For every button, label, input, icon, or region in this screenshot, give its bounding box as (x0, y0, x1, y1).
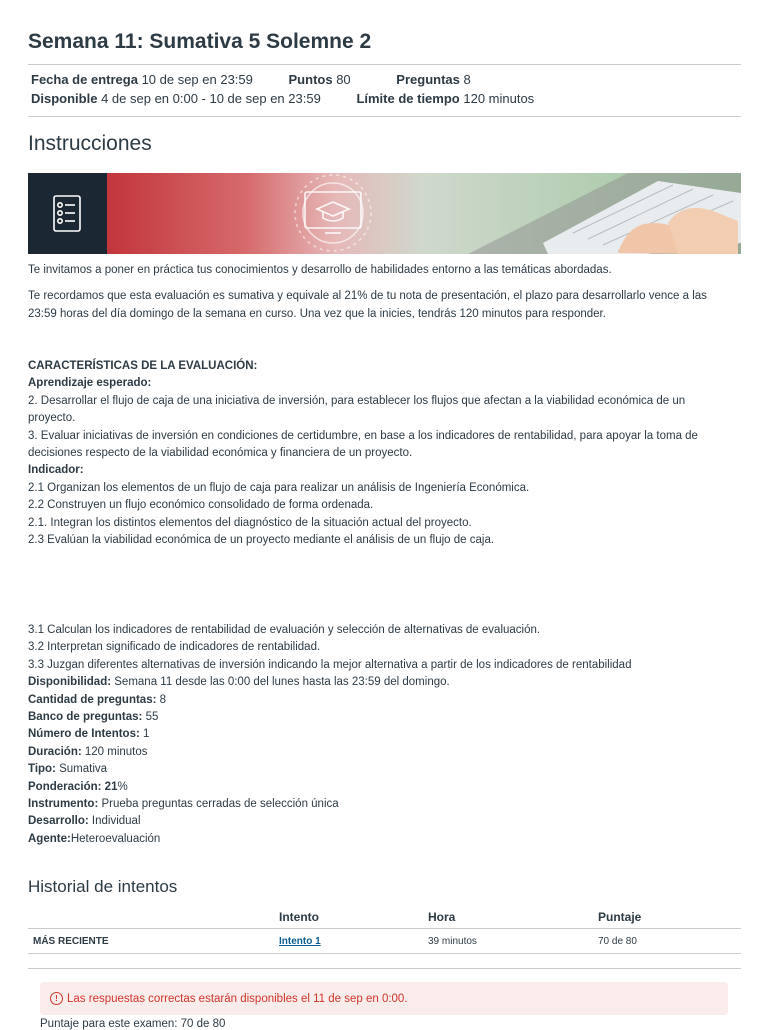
instrument-line: Instrumento: Prueba preguntas cerradas de selección única (28, 798, 339, 811)
indicator-item: 2.1 Organizan los elementos de un flujo de caja para realizar un análisis de Ingeniería Económica. (28, 481, 530, 494)
available-label: Disponible (31, 91, 98, 106)
due-value: 10 de sep en 23:59 (141, 72, 253, 87)
question-count-line: Cantidad de preguntas: 8 (28, 693, 167, 706)
column-header: Hora (428, 910, 456, 924)
available-value: 4 de sep en 0:00 - 10 de sep en 23:59 (101, 91, 321, 106)
learning-item: 2. Desarrollar el flujo de caja de una iniciativa de inversión, para establecer los flujos que afectan a la viabilidad económica de un (28, 394, 686, 407)
indicator-item: 3.1 Calculan los indicadores de rentabilidad de evaluación y selección de alternativas de evaluación. (28, 624, 541, 636)
attempt-time: 39 minutos (423, 929, 593, 954)
indicator-item: 3.3 Juzgan diferentes alternativas de inversión indicando la mejor alternativa a partir de los indicadores de rentabilidad (28, 658, 632, 671)
indicator-item: 2.1. Integran los distintos elementos del diagnóstico de la situación actual del proyecto. (28, 516, 472, 529)
column-header (28, 905, 274, 929)
divider (28, 64, 741, 65)
intro-paragraph-2 (28, 288, 728, 323)
learning-item-cont: decisiones respecto de la viabilidad económica y financiera de un proyecto. (28, 447, 413, 460)
learning-item: 3. Evaluar iniciativas de inversión en condiciones de certidumbre, en base a los indicadores de rentabilidad, para apoyar la toma de (28, 429, 698, 442)
instructions-heading: Instrucciones (28, 132, 152, 155)
type-line: Tipo: Sumativa (28, 763, 108, 776)
characteristics-block (28, 358, 728, 549)
due-label: Fecha de entrega (31, 72, 138, 87)
column-header: Puntaje (598, 910, 642, 924)
answers-availability-alert (40, 982, 728, 1015)
warning-circle-icon: ! (50, 992, 63, 1005)
points-label: Puntos (288, 72, 333, 87)
weight-line: Ponderación: 21% (28, 780, 128, 793)
alert-text: Las respuestas correctas estarán disponibles el 11 de sep en 0:00. (67, 992, 408, 1005)
questions-value: 8 (463, 72, 471, 87)
attempts-line: Número de Intentos: 1 (28, 728, 150, 741)
indicator-item: 3.2 Interpretan significado de indicadores de rentabilidad. (28, 641, 321, 654)
development-line: Desarrollo: Individual (28, 815, 141, 828)
banner-image (28, 173, 741, 254)
indicator-item: 2.3 Evalúan la viabilidad económica de un proyecto mediante el análisis de un flujo de caja. (28, 534, 495, 547)
page-title: Semana 11: Sumativa 5 Solemne 2 (28, 30, 372, 53)
table-header-row (28, 905, 741, 929)
quiz-meta-row-2 (31, 91, 534, 106)
indicator-label: Indicador: (28, 464, 84, 477)
table-row (28, 929, 741, 954)
divider (28, 116, 741, 117)
time-limit-label: Límite de tiempo (356, 91, 460, 106)
points-value: 80 (336, 72, 351, 87)
column-header: Intento (279, 910, 319, 924)
details-block (28, 622, 728, 848)
learning-label: Aprendizaje esperado: (28, 377, 152, 390)
time-limit-value: 120 minutos (463, 91, 535, 106)
instructions-banner (28, 173, 741, 254)
history-heading: Historial de intentos (28, 877, 178, 896)
score-line: Puntaje para este examen: 70 de 80 (40, 1018, 226, 1030)
row-label: MÁS RECIENTE (28, 929, 274, 954)
quiz-meta-row-1 (31, 72, 471, 87)
agent-line: Agente:Heteroevaluación (28, 832, 161, 845)
duration-line: Duración: 120 minutos (28, 745, 148, 758)
attempt-history-table (28, 905, 741, 954)
intro-text-1: Te invitamos a poner en práctica tus conocimientos y desarrollo de habilidades entorno a las temáticas abordadas. (28, 264, 612, 276)
characteristics-title: CARACTERÍSTICAS DE LA EVALUACIÓN: (28, 360, 258, 372)
attempt-score: 70 de 80 (593, 929, 741, 954)
questions-label: Preguntas (396, 72, 460, 87)
learning-item-cont: proyecto. (28, 412, 76, 425)
indicator-item: 2.2 Construyen un flujo económico consolidado de forma ordenada. (28, 499, 374, 512)
divider (28, 968, 741, 969)
intro-text-2: Te recordamos que esta evaluación es sumativa y equivale al 21% de tu nota de presentación, el plazo para desarrollarlo vence a las 23:59 horas del día domingo de la semana en curso. Una vez que la inicies, tendrás 120 minutos para responder. (28, 290, 707, 320)
question-bank-line: Banco de preguntas: 55 (28, 711, 159, 724)
availability-line: Disponibilidad: Semana 11 desde las 0:00 del lunes hasta las 23:59 del domingo. (28, 676, 450, 689)
attempt-link[interactable]: Intento 1 (279, 935, 321, 947)
intro-paragraph-1 (28, 262, 728, 280)
